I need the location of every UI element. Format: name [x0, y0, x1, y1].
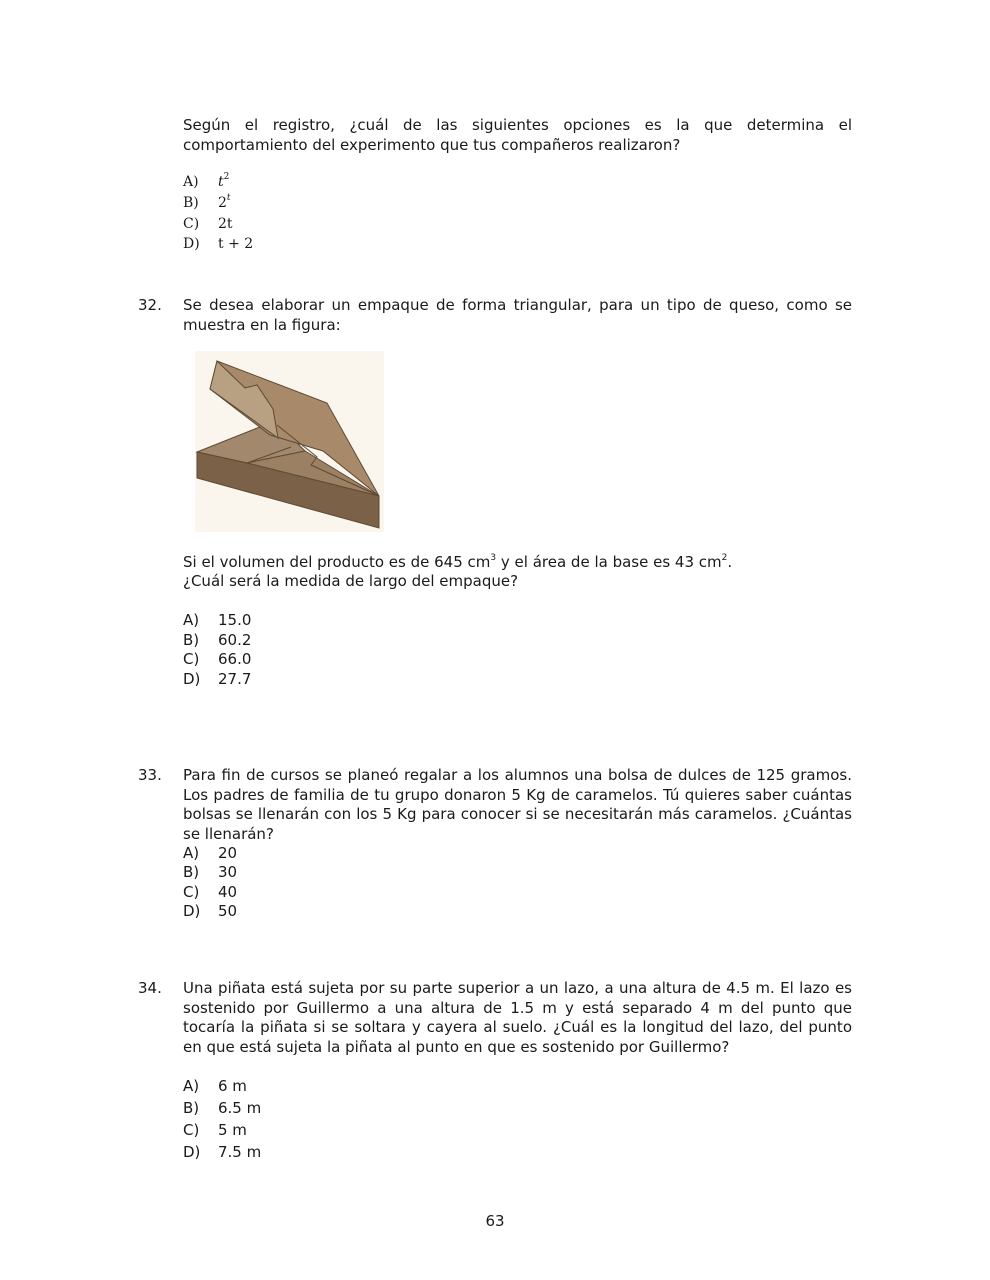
q33-option-c: [183, 883, 237, 903]
q32-option-d: [183, 670, 251, 690]
q32-option-a: [183, 611, 251, 631]
q32-option-b: [183, 631, 251, 651]
option-text: 40: [218, 883, 238, 901]
math-base: t: [218, 174, 224, 190]
q31-option-d: [183, 235, 253, 255]
math-exponent: 2: [223, 172, 230, 183]
q31-option-b: [183, 194, 231, 214]
q33-option-a: [183, 844, 237, 864]
option-letter: A): [183, 1077, 200, 1095]
q34-option-d: [183, 1143, 261, 1163]
option-text: 60.2: [218, 631, 252, 649]
option-text: t + 2: [218, 236, 254, 252]
q32-info-sup2: 2: [721, 553, 728, 563]
option-letter: B): [183, 863, 200, 881]
option-text: 5 m: [218, 1121, 247, 1139]
q31-option-a: [183, 173, 229, 193]
option-text: 6 m: [218, 1077, 247, 1095]
q33-option-b: [183, 863, 237, 883]
q32-info: [183, 553, 852, 573]
option-text: 30: [218, 863, 238, 881]
option-letter: B): [183, 1099, 200, 1117]
option-letter: B): [183, 631, 200, 649]
cheese-package-figure: [195, 351, 384, 532]
option-letter: C): [183, 216, 200, 232]
option-text: 6.5 m: [218, 1099, 262, 1117]
option-text: 27.7: [218, 670, 252, 688]
option-letter: B): [183, 195, 199, 211]
q33-option-d: [183, 902, 237, 922]
option-text: 66.0: [218, 650, 252, 668]
q33-question: Para fin de cursos se planeó regalar a los alumnos una bolsa de dulces de 125 gramos. Los padres de familia de tu grupo donaron 5 Kg de caramelos. Tú quieres saber cuántas bolsas se llenarán con los 5 Kg para conocer si se necesitarán más caramelos. ¿Cuántas se llenarán?: [183, 766, 852, 843]
option-letter: C): [183, 1121, 200, 1139]
q32-option-c: [183, 650, 251, 670]
option-letter: D): [183, 236, 200, 252]
q32-info-part3: .: [727, 553, 733, 571]
option-letter: D): [183, 902, 201, 920]
q34-option-c: [183, 1121, 247, 1141]
q32-number: 32.: [138, 296, 162, 314]
q32-info-part2: y el área de la base es 43 cm: [496, 553, 722, 571]
math-base: 2: [218, 195, 227, 211]
option-letter: D): [183, 1143, 201, 1161]
option-text: 2t: [218, 216, 233, 232]
q34-option-b: [183, 1099, 261, 1119]
q33-number: 33.: [138, 766, 162, 784]
option-text: 20: [218, 844, 238, 862]
page-number: 63: [485, 1212, 505, 1230]
option-letter: A): [183, 611, 200, 629]
option-text: 15.0: [218, 611, 252, 629]
option-text: 50: [218, 902, 238, 920]
option-letter: A): [183, 844, 200, 862]
math-exponent: t: [226, 193, 231, 204]
q34-option-a: [183, 1077, 247, 1097]
q32-question: Se desea elaborar un empaque de forma triangular, para un tipo de queso, como se muestra en la figura:: [183, 296, 852, 334]
q31-option-c: [183, 215, 233, 235]
q34-question: Una piñata está sujeta por su parte superior a un lazo, a una altura de 4.5 m. El lazo es sostenido por Guillermo a una altura de 1.5 m y está separado 4 m del punto que tocaría la piñata si se soltara y cayera al suelo. ¿Cuál es la longitud del lazo, del punto en que está sujeta la piñata al punto en que es sostenido por Guillermo?: [183, 979, 852, 1056]
option-letter: C): [183, 883, 200, 901]
option-text: 7.5 m: [218, 1143, 262, 1161]
q32-info-sup1: 3: [490, 553, 497, 563]
q32-question2: ¿Cuál será la medida de largo del empaque?: [183, 572, 519, 590]
option-letter: A): [183, 174, 199, 190]
q34-number: 34.: [138, 979, 162, 997]
option-letter: C): [183, 650, 200, 668]
q31-question: Según el registro, ¿cuál de las siguientes opciones es la que determina el comportamiento del experimento que tus compañeros realizaron?: [183, 116, 852, 154]
option-letter: D): [183, 670, 201, 688]
q32-info-part1: Si el volumen del producto es de 645 cm: [183, 553, 491, 571]
